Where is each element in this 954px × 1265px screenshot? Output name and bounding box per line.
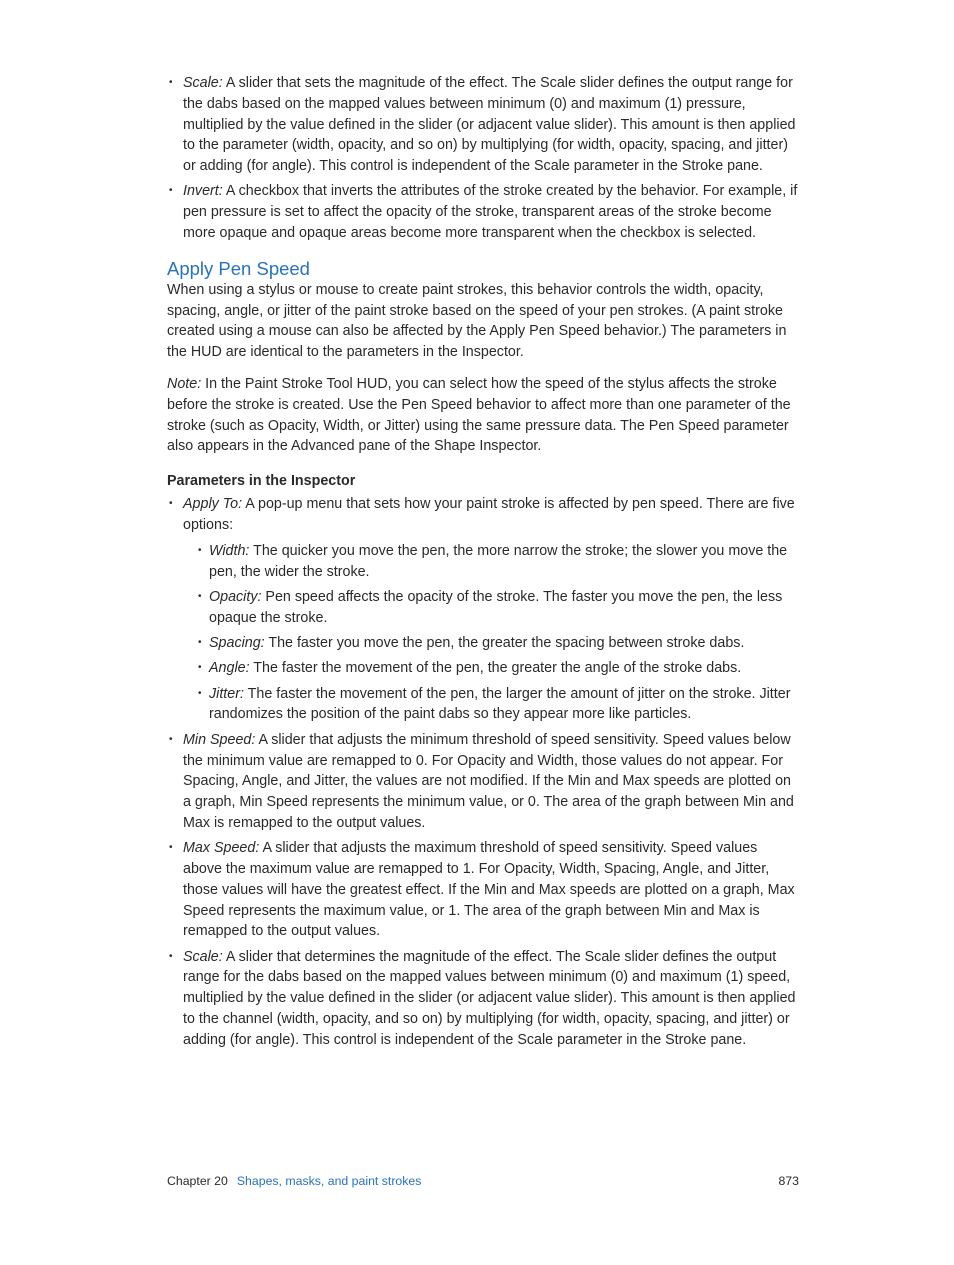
option-term: Opacity: — [209, 588, 262, 605]
option-jitter — [196, 684, 799, 726]
option-spacing — [196, 633, 799, 654]
option-opacity — [196, 587, 799, 629]
top-param-list — [167, 73, 799, 244]
option-term: Jitter: — [209, 685, 244, 702]
option-term: Spacing: — [209, 635, 265, 652]
list-item-invert — [167, 181, 799, 243]
list-item-max-speed — [167, 838, 799, 942]
footer-chapter: Chapter 20 — [167, 1174, 228, 1188]
option-description: The faster you move the pen, the greater the spacing between stroke dabs. — [264, 635, 745, 652]
section-heading: Apply Pen Speed — [167, 257, 310, 279]
param-term: Scale: — [183, 75, 223, 91]
param-term: Min Speed: — [183, 731, 256, 748]
param-description: A slider that determines the magnitude of the effect. The Scale slider defines the output range for the dabs based on the mapped values between minimum (0) and maximum (1) speed, multiplied by the value defined in the slider (or adjacent value slider). This amount is then applied to the channel (width, opacity, and so on) by multiplying (for width, opacity, spacing, and jitter) or adding (for angle). This control is independent of the Scale parameter in the Stroke pane. — [183, 948, 796, 1048]
params-heading: Parameters in the Inspector — [167, 473, 356, 490]
page-footer — [167, 1172, 799, 1190]
page-number: 873 — [778, 1174, 799, 1188]
apply-to-options — [196, 541, 799, 725]
option-description: The quicker you move the pen, the more narrow the stroke; the slower you move the pen, the wider the stroke. — [209, 542, 788, 580]
intro-paragraph: When using a stylus or mouse to create paint strokes, this behavior controls the width, opacity, spacing, angle, or jitter of the paint stroke based on the speed of your pen strokes. (A paint stroke created using a mouse can also be affected by the Apply Pen Speed behavior.) The parameters in the HUD are identical to the parameters in the Inspector. — [167, 281, 787, 361]
param-description: A slider that sets the magnitude of the effect. The Scale slider defines the output range for the dabs based on the mapped values between minimum (0) and maximum (1) pressure, multiplied by the value defined in the slider (or adjacent value slider). This amount is then applied to the parameter (width, opacity, and so on) by multiplying (for width, opacity, spacing, and jitter) or adding (for angle). This control is independent of the Scale parameter in the Stroke pane. — [183, 75, 796, 175]
option-term: Width: — [209, 542, 250, 559]
param-term: Invert: — [183, 183, 223, 200]
list-item-scale-speed — [167, 947, 799, 1051]
param-description: A pop-up menu that sets how your paint stroke is affected by pen speed. There are five options: — [183, 496, 795, 534]
param-description: A checkbox that inverts the attributes of the stroke created by the behavior. For example, if pen pressure is set to affect the opacity of the stroke, transparent areas of the stroke become more opaque and opaque areas become more transparent when the checkbox is selected. — [183, 183, 798, 242]
param-term: Max Speed: — [183, 840, 260, 857]
list-item-scale — [167, 73, 799, 177]
param-description: A slider that adjusts the maximum threshold of speed sensitivity. Speed values above the maximum value are remapped to 1. For Opacity, Width, Spacing, Angle, and Jitter, those values will have the greatest effect. If the Min and Max speeds are plotted on a graph, Max Speed represents the maximum value, or 1. The area of the graph between Min and Max is remapped to the output values. — [183, 840, 795, 940]
option-term: Angle: — [209, 660, 250, 677]
list-item-apply-to — [167, 494, 799, 725]
page-content — [167, 73, 799, 1055]
option-description: The faster the movement of the pen, the larger the amount of jitter on the stroke. Jitter randomizes the position of the paint dabs so they appear more like particles. — [209, 685, 791, 723]
note-label: Note: — [167, 376, 202, 393]
note-text: In the Paint Stroke Tool HUD, you can select how the speed of the stylus affects the stroke before the stroke is created. Use the Pen Speed behavior to affect more than one parameter of the stroke (such as Opacity, Width, or Jitter) using the same pressure data. The Pen Speed parameter also appears in the Advanced pane of the Shape Inspector. — [167, 376, 791, 455]
footer-section-link[interactable]: Shapes, masks, and paint strokes — [236, 1174, 422, 1188]
option-width — [196, 541, 799, 583]
option-description: The faster the movement of the pen, the greater the angle of the stroke dabs. — [249, 660, 742, 677]
list-item-min-speed — [167, 730, 799, 834]
param-description: A slider that adjusts the minimum threshold of speed sensitivity. Speed values below the minimum value are remapped to 0. For Opacity and Width, those values do not appear. For Spacing, Angle, and Jitter, the values are not modified. If the Min and Max speeds are plotted on a graph, Min Speed represents the minimum value, or 0. The area of the graph between Min and Max is remapped to the output values. — [183, 731, 794, 831]
param-term: Apply To: — [183, 496, 243, 513]
note-paragraph — [167, 374, 799, 457]
option-angle — [196, 658, 799, 679]
inspector-param-list — [167, 494, 799, 1050]
option-description: Pen speed affects the opacity of the stroke. The faster you move the pen, the less opaque the stroke. — [209, 588, 783, 626]
param-term: Scale: — [183, 948, 223, 965]
